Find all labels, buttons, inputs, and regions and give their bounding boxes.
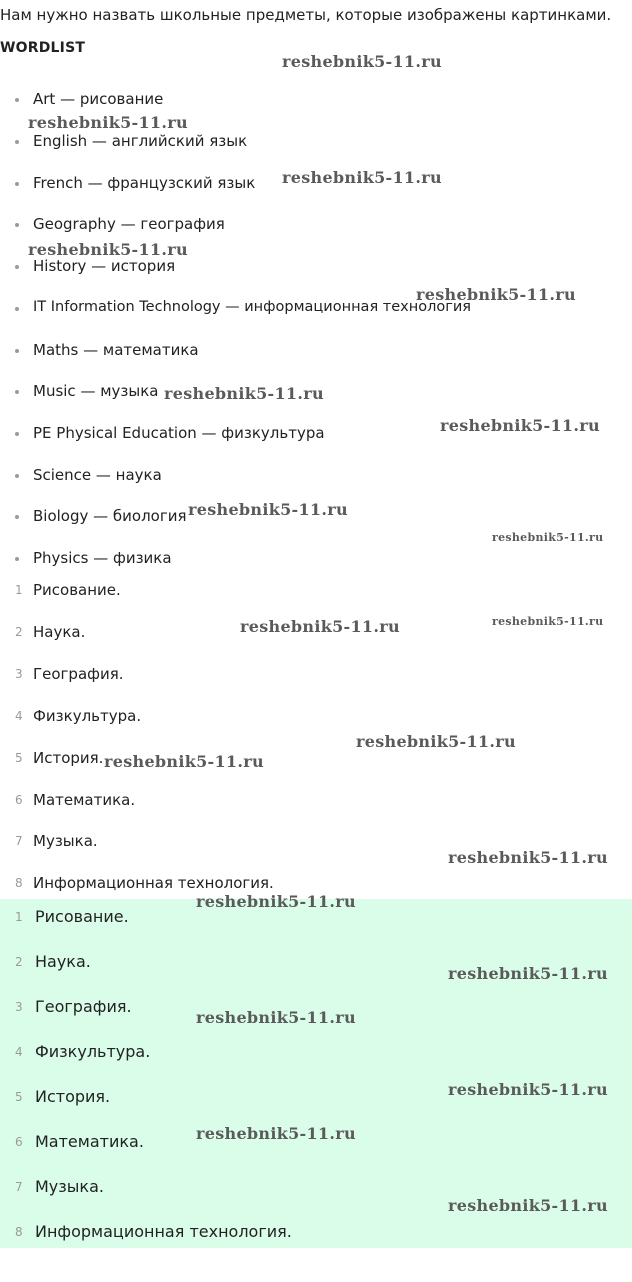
watermark: reshebnik5-11.ru [492,531,604,544]
bullet-icon [15,349,19,353]
bullet-icon [15,474,19,478]
bullet-icon [15,432,19,436]
watermark: reshebnik5-11.ru [416,285,576,304]
watermark: reshebnik5-11.ru [104,752,264,771]
watermark: reshebnik5-11.ru [492,615,604,628]
watermark: reshebnik5-11.ru [448,964,608,983]
watermark: reshebnik5-11.ru [282,168,442,187]
watermark: reshebnik5-11.ru [440,416,600,435]
bullet-icon [15,223,19,227]
watermark: reshebnik5-11.ru [188,500,348,519]
watermark: reshebnik5-11.ru [282,52,442,71]
bullet-icon [15,265,19,269]
bullet-icon [15,557,19,561]
watermark: reshebnik5-11.ru [196,1008,356,1027]
watermark: reshebnik5-11.ru [196,1124,356,1143]
highlighted-answers-block: 1 Рисование. 2 Наука. 3 География. 4 Физкультура. 5 История. 6 Математика. 7 Музыка. 8 Информационная технология. [0,899,632,1248]
bullet-icon [15,98,19,102]
bullet-icon [15,182,19,186]
wordlist-heading: WORDLIST [0,40,86,56]
watermark: reshebnik5-11.ru [448,848,608,867]
watermark: reshebnik5-11.ru [28,240,188,259]
bullet-icon [15,515,19,519]
watermark: reshebnik5-11.ru [28,113,188,132]
watermark: reshebnik5-11.ru [448,1080,608,1099]
watermark: reshebnik5-11.ru [164,384,324,403]
watermark: reshebnik5-11.ru [356,732,516,751]
bullet-icon [15,140,19,144]
watermark: reshebnik5-11.ru [196,892,356,911]
bullet-icon [15,390,19,394]
watermark: reshebnik5-11.ru [240,617,400,636]
bullet-icon [15,307,19,311]
intro-text: Нам нужно назвать школьные предметы, которые изображены картинками. [0,6,612,24]
watermark: reshebnik5-11.ru [448,1196,608,1215]
